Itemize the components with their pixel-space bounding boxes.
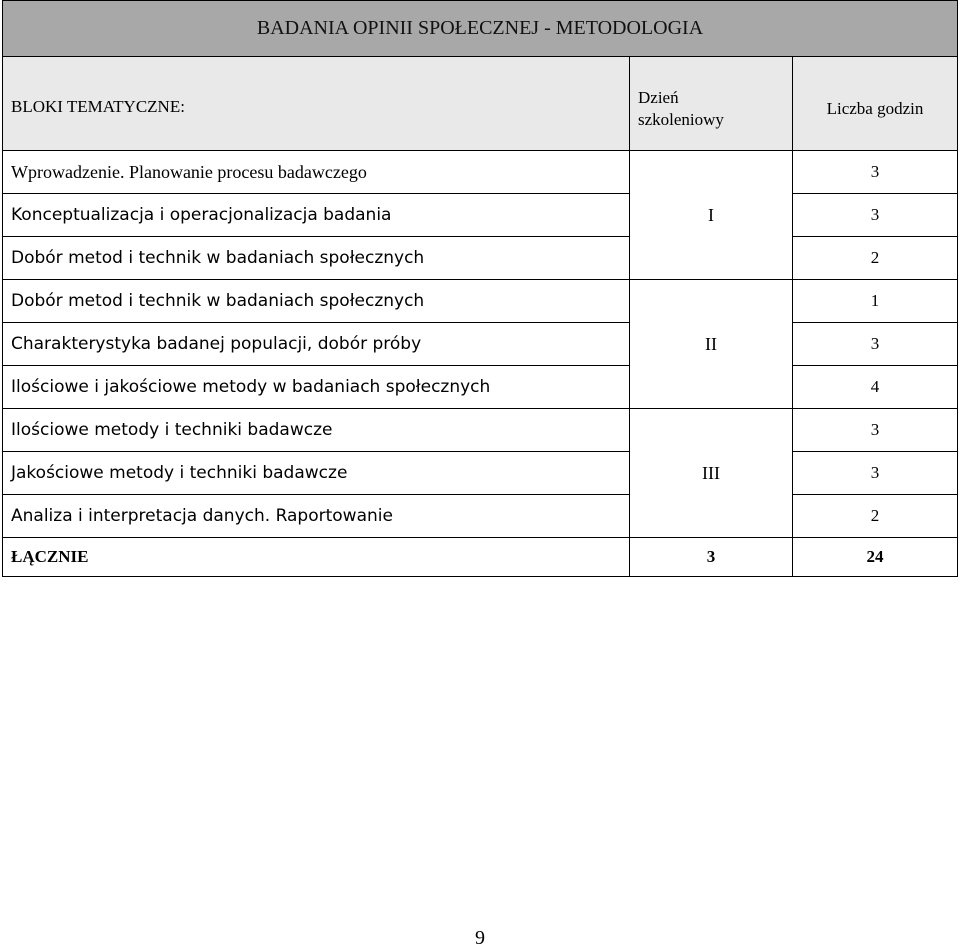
topic-cell: Dobór metod i technik w badaniach społecznych bbox=[3, 280, 630, 323]
table-row bbox=[3, 280, 958, 323]
title-row bbox=[3, 1, 958, 57]
table-row bbox=[3, 151, 958, 194]
topic-cell: Wprowadzenie. Planowanie procesu badawczego bbox=[3, 151, 630, 194]
table-row bbox=[3, 194, 958, 237]
total-row bbox=[3, 538, 958, 577]
schedule-table bbox=[2, 0, 958, 577]
total-label: ŁĄCZNIE bbox=[3, 538, 630, 577]
day-header-line1: Dzień bbox=[638, 87, 679, 107]
header-row bbox=[3, 57, 958, 151]
day-header-line2: szkoleniowy bbox=[638, 109, 724, 129]
table-row bbox=[3, 452, 958, 495]
total-hours: 24 bbox=[793, 538, 958, 577]
hours-cell: 4 bbox=[793, 366, 958, 409]
hours-cell: 3 bbox=[793, 151, 958, 194]
total-days: 3 bbox=[630, 538, 793, 577]
topic-cell: Konceptualizacja i operacjonalizacja badania bbox=[3, 194, 630, 237]
table-row bbox=[3, 409, 958, 452]
hours-cell: 3 bbox=[793, 409, 958, 452]
page-number: 9 bbox=[475, 927, 485, 949]
table-row bbox=[3, 323, 958, 366]
topic-cell: Jakościowe metody i techniki badawcze bbox=[3, 452, 630, 495]
table-row bbox=[3, 237, 958, 280]
day-header bbox=[630, 57, 793, 151]
hours-header: Liczba godzin bbox=[793, 57, 958, 151]
table-title: BADANIA OPINII SPOŁECZNEJ - METODOLOGIA bbox=[3, 1, 958, 57]
topic-cell: Dobór metod i technik w badaniach społecznych bbox=[3, 237, 630, 280]
day-cell: III bbox=[630, 409, 793, 538]
hours-cell: 1 bbox=[793, 280, 958, 323]
topic-cell: Analiza i interpretacja danych. Raportowanie bbox=[3, 495, 630, 538]
day-cell: II bbox=[630, 280, 793, 409]
table-row bbox=[3, 366, 958, 409]
topics-header: BLOKI TEMATYCZNE: bbox=[3, 57, 630, 151]
topic-cell: Charakterystyka badanej populacji, dobór próby bbox=[3, 323, 630, 366]
hours-cell: 3 bbox=[793, 194, 958, 237]
hours-cell: 2 bbox=[793, 495, 958, 538]
day-cell: I bbox=[630, 151, 793, 280]
hours-cell: 2 bbox=[793, 237, 958, 280]
topic-cell: Ilościowe i jakościowe metody w badaniach społecznych bbox=[3, 366, 630, 409]
table-row bbox=[3, 495, 958, 538]
topic-cell: Ilościowe metody i techniki badawcze bbox=[3, 409, 630, 452]
hours-cell: 3 bbox=[793, 452, 958, 495]
hours-cell: 3 bbox=[793, 323, 958, 366]
